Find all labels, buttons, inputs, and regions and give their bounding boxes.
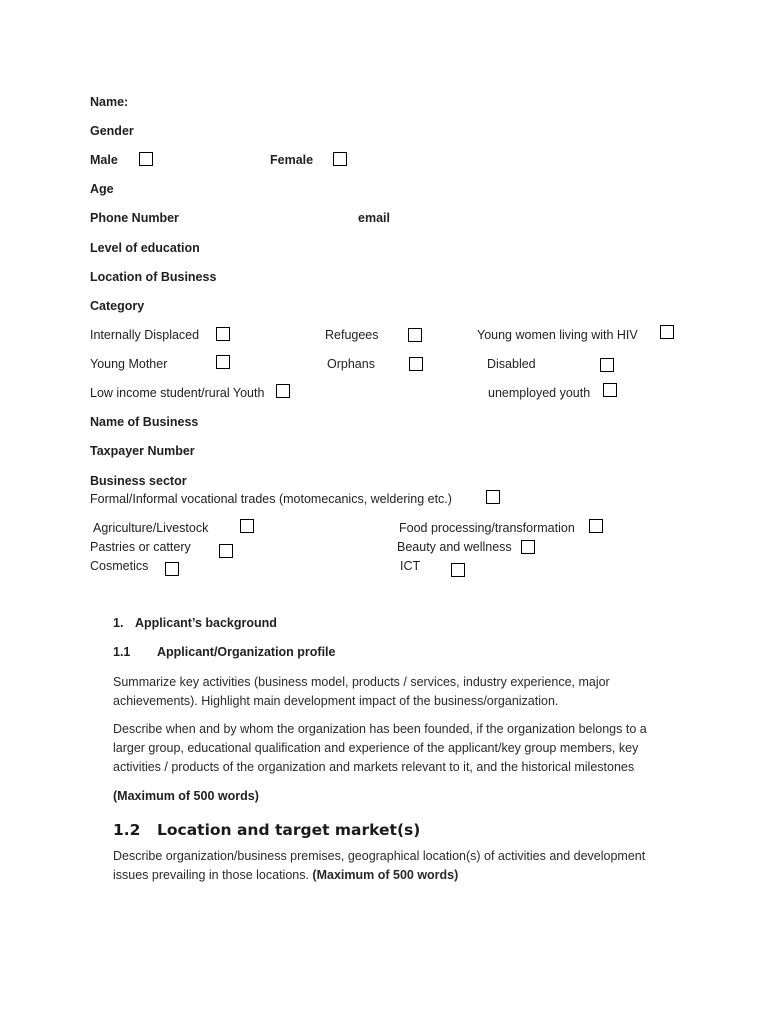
category-disabled-checkbox[interactable] [600, 358, 614, 372]
sector-ict-checkbox[interactable] [451, 563, 465, 577]
section-1-2-heading [113, 821, 420, 839]
section-1-2-number: 1.2 [113, 821, 141, 839]
category-unemployed-label: unemployed youth [488, 386, 591, 400]
sector-pastries-checkbox[interactable] [219, 544, 233, 558]
sector-food-label: Food processing/transformation [399, 521, 575, 535]
location-max-words: (Maximum of 500 words) [308, 868, 459, 882]
female-checkbox[interactable] [333, 152, 347, 166]
education-label: Level of education [90, 241, 200, 255]
business-sector-label: Business sector [90, 474, 187, 488]
sector-beauty-label: Beauty and wellness [397, 540, 512, 554]
sector-vocational-checkbox[interactable] [486, 490, 500, 504]
female-label: Female [270, 153, 314, 167]
gender-label: Gender [90, 124, 134, 138]
category-orphans-label: Orphans [327, 357, 375, 371]
category-young-mother-checkbox[interactable] [216, 355, 230, 369]
category-young-women-hiv-checkbox[interactable] [660, 325, 674, 339]
sector-cosmetics-checkbox[interactable] [165, 562, 179, 576]
category-refugees-checkbox[interactable] [408, 328, 422, 342]
age-label: Age [90, 182, 114, 196]
sector-pastries-label: Pastries or cattery [90, 540, 191, 554]
category-refugees-label: Refugees [325, 328, 379, 342]
category-young-women-hiv-label: Young women living with HIV [477, 328, 638, 342]
male-checkbox[interactable] [139, 152, 153, 166]
location-paragraph [113, 847, 673, 885]
category-unemployed-checkbox[interactable] [603, 383, 617, 397]
location-description: Describe organization/business premises, geographical location(s) of activities and development issues prevailing in those locations [113, 849, 646, 882]
section-1-title: Applicant’s background [135, 616, 277, 630]
sector-ict-label: ICT [400, 559, 421, 573]
male-label: Male [90, 153, 118, 167]
category-label: Category [90, 299, 145, 313]
sector-beauty-checkbox[interactable] [521, 540, 535, 554]
section-1-1-title: Applicant/Organization profile [157, 645, 336, 659]
sector-food-checkbox[interactable] [589, 519, 603, 533]
profile-summary-paragraph: Summarize key activities (business model, products / services, industry experience, major achievements). Highlight main development impact of the business/organization. [113, 675, 610, 708]
profile-max-words: (Maximum of 500 words) [113, 789, 259, 803]
business-location-label: Location of Business [90, 270, 217, 284]
business-name-label: Name of Business [90, 415, 199, 429]
name-label: Name: [90, 95, 129, 109]
sector-agriculture-checkbox[interactable] [240, 519, 254, 533]
category-orphans-checkbox[interactable] [409, 357, 423, 371]
category-disabled-label: Disabled [487, 357, 536, 371]
taxpayer-number-label: Taxpayer Number [90, 444, 195, 458]
phone-number-label: Phone Number [90, 211, 179, 225]
section-1-1-number: 1.1 [113, 645, 131, 659]
category-internally-displaced-checkbox[interactable] [216, 327, 230, 341]
sector-cosmetics-label: Cosmetics [90, 559, 149, 573]
section-1-number: 1. [113, 616, 124, 630]
sector-vocational-label: Formal/Informal vocational trades (motomecanics, weldering etc.) [90, 492, 452, 506]
profile-description-paragraph: Describe when and by whom the organization has been founded, if the organization belongs to a larger group, educational qualification and experience of the applicant/key group members, key activities / products of the organization and markets relevant to it, and the historical milestones [113, 722, 647, 774]
category-young-mother-label: Young Mother [90, 357, 168, 371]
category-internally-displaced-label: Internally Displaced [90, 328, 200, 342]
email-label: email [358, 211, 390, 225]
sector-agriculture-label: Agriculture/Livestock [93, 521, 209, 535]
section-1-2-title: Location and target market(s) [157, 821, 421, 839]
category-low-income-checkbox[interactable] [276, 384, 290, 398]
category-low-income-label: Low income student/rural Youth [90, 386, 265, 400]
location-period: . [305, 868, 309, 882]
